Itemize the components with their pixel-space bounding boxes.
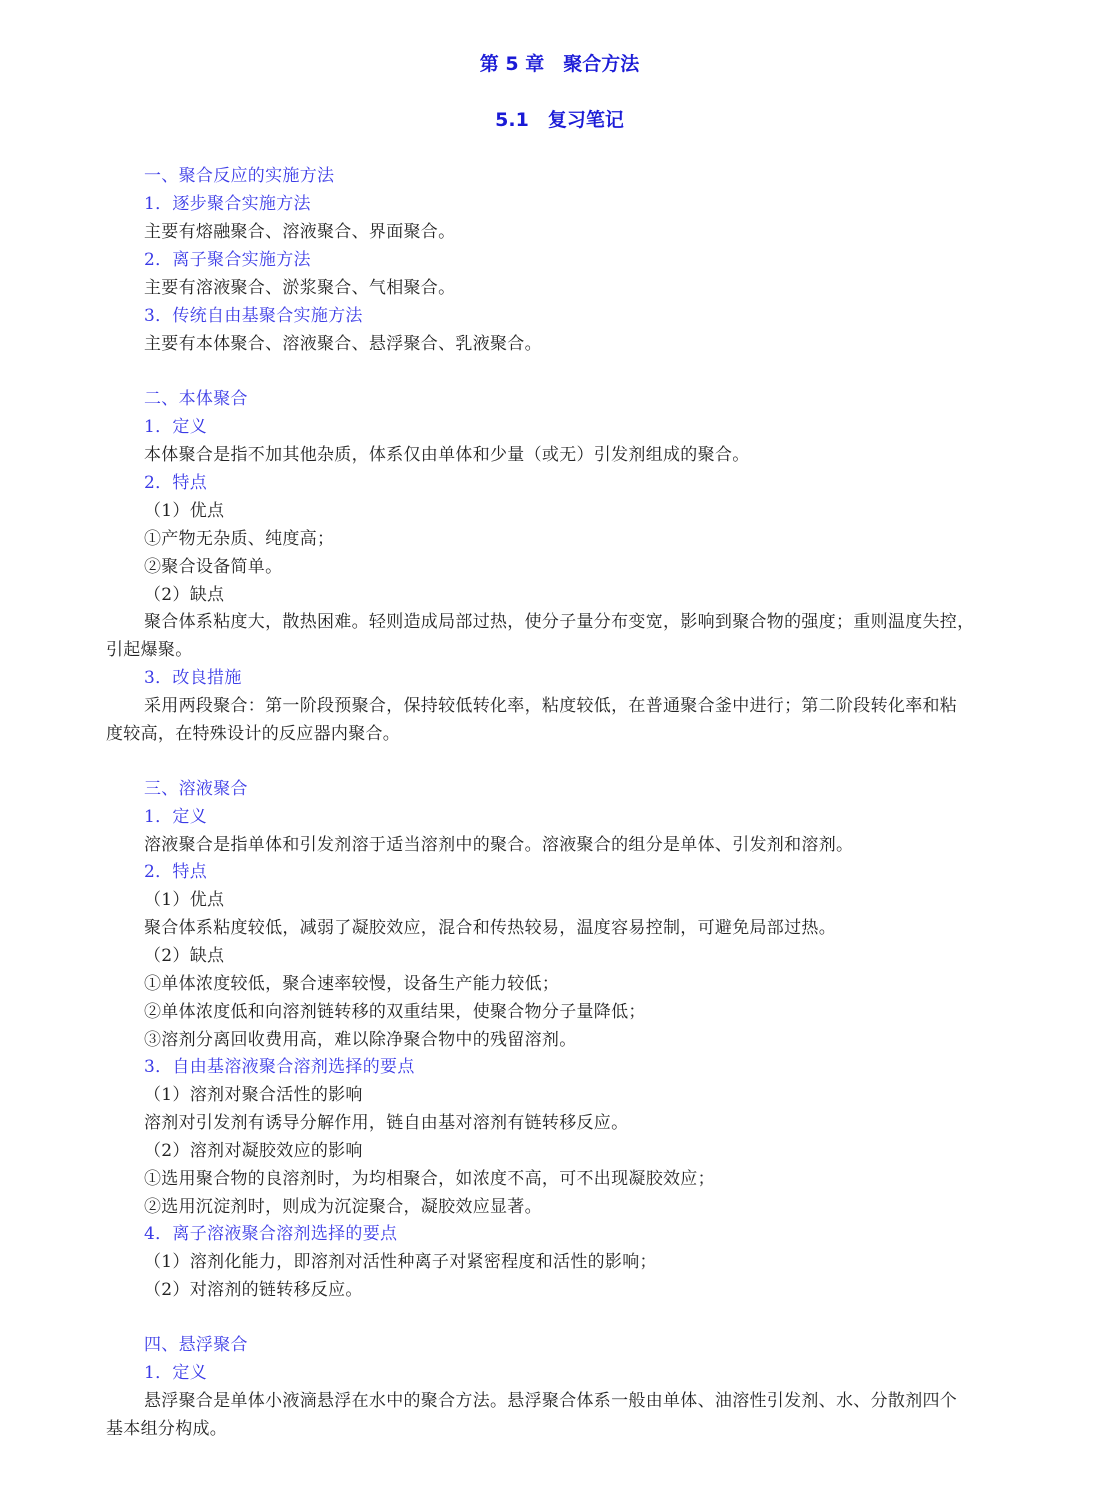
list-item: （1）溶剂化能力，即溶剂对活性种离子对紧密程度和活性的影响； (144, 1252, 657, 1272)
heading-1: 一、聚合反应的实施方法 (144, 166, 335, 186)
list-label: （2）溶剂对凝胶效应的影响 (144, 1141, 363, 1161)
subheading: 1．定义 (144, 417, 208, 437)
list-item: ②单体浓度低和向溶剂链转移的双重结果，使聚合物分子量降低； (144, 1002, 646, 1022)
subheading: 1．定义 (144, 807, 208, 827)
paragraph: 主要有溶液聚合、淤浆聚合、气相聚合。 (144, 278, 456, 298)
subheading: 1．逐步聚合实施方法 (144, 194, 311, 214)
chapter-title: 第 5 章 聚合方法 (479, 53, 640, 75)
list-item: ②聚合设备简单。 (144, 557, 283, 577)
paragraph: 溶液聚合是指单体和引发剂溶于适当溶剂中的聚合。溶液聚合的组分是单体、引发剂和溶剂。 (144, 835, 854, 855)
subheading: 2．离子聚合实施方法 (144, 250, 311, 270)
paragraph: 悬浮聚合是单体小液滴悬浮在水中的聚合方法。悬浮聚合体系一般由单体、油溶性引发剂、水、分散剂四个 (144, 1391, 958, 1411)
list-label: （1）溶剂对聚合活性的影响 (144, 1085, 363, 1105)
paragraph-continued: 基本组分构成。 (106, 1419, 228, 1439)
subheading: 3．传统自由基聚合实施方法 (144, 306, 363, 326)
list-item: （2）对溶剂的链转移反应。 (144, 1280, 363, 1300)
list-item: ①产物无杂质、纯度高； (144, 529, 335, 549)
paragraph: 主要有熔融聚合、溶液聚合、界面聚合。 (144, 222, 456, 242)
list-item: ①单体浓度较低，聚合速率较慢，设备生产能力较低； (144, 974, 560, 994)
paragraph-continued: 引起爆聚。 (106, 640, 193, 660)
subheading: 2．特点 (144, 473, 208, 493)
paragraph: 聚合体系粘度较低，减弱了凝胶效应，混合和传热较易，温度容易控制，可避免局部过热。 (144, 918, 836, 938)
section-title: 5.1 复习笔记 (495, 109, 624, 131)
subheading: 4．离子溶液聚合溶剂选择的要点 (144, 1224, 398, 1244)
paragraph: 主要有本体聚合、溶液聚合、悬浮聚合、乳液聚合。 (144, 334, 542, 354)
heading-1: 三、溶液聚合 (144, 779, 248, 799)
heading-1: 二、本体聚合 (144, 389, 248, 409)
subheading: 1．定义 (144, 1363, 208, 1383)
list-label: （2）缺点 (144, 946, 225, 966)
paragraph: 溶剂对引发剂有诱导分解作用，链自由基对溶剂有链转移反应。 (144, 1113, 629, 1133)
list-item: ①选用聚合物的良溶剂时，为均相聚合，如浓度不高，可不出现凝胶效应； (144, 1169, 715, 1189)
list-item: ②选用沉淀剂时，则成为沉淀聚合，凝胶效应显著。 (144, 1197, 542, 1217)
subheading: 3．自由基溶液聚合溶剂选择的要点 (144, 1057, 415, 1077)
list-label: （1）优点 (144, 890, 225, 910)
heading-1: 四、悬浮聚合 (144, 1335, 248, 1355)
paragraph: 聚合体系粘度大，散热困难。轻则造成局部过热，使分子量分布变宽，影响到聚合物的强度；重则温度失控， (144, 612, 975, 632)
paragraph: 本体聚合是指不加其他杂质，体系仅由单体和少量（或无）引发剂组成的聚合。 (144, 445, 750, 465)
subheading: 3．改良措施 (144, 668, 242, 688)
list-label: （1）优点 (144, 501, 225, 521)
subheading: 2．特点 (144, 862, 208, 882)
list-item: ③溶剂分离回收费用高，难以除净聚合物中的残留溶剂。 (144, 1030, 577, 1050)
paragraph: 采用两段聚合：第一阶段预聚合，保持较低转化率，粘度较低，在普通聚合釜中进行；第二阶段转化率和粘 (144, 696, 958, 716)
paragraph-continued: 度较高，在特殊设计的反应器内聚合。 (106, 724, 401, 744)
list-label: （2）缺点 (144, 585, 225, 605)
